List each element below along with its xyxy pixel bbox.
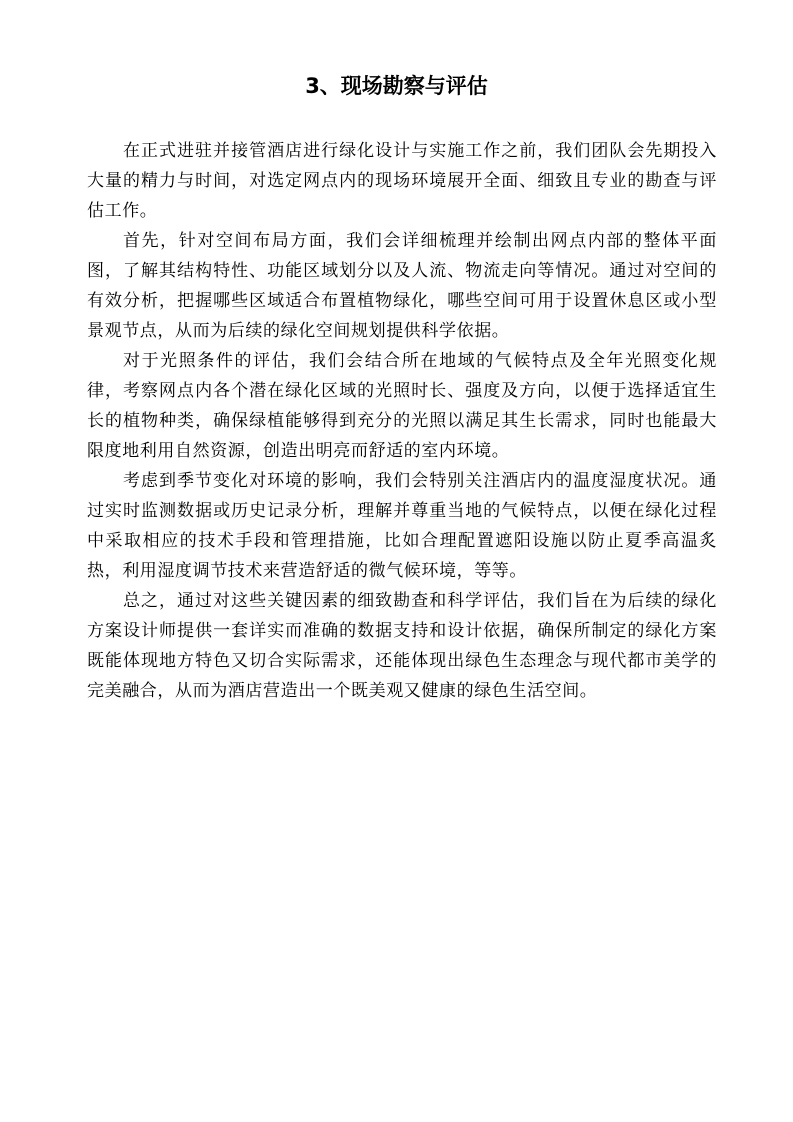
paragraph-conclusion: 总之，通过对这些关键因素的细致勘查和科学评估，我们旨在为后续的绿化方案设计师提供一套详实而准确的数据支持和设计依据，确保所制定的绿化方案既能体现地方特色又切合实际需求，还能体现出绿色生态理念与现代都市美学的完美融合，从而为酒店营造出一个既美观又健康的绿色生活空间。 [87, 591, 717, 701]
paragraph-intro: 在正式进驻并接管酒店进行绿化设计与实施工作之前，我们团队会先期投入大量的精力与时间，对选定网点内的现场环境展开全面、细致且专业的勘查与评估工作。 [87, 141, 717, 221]
paragraph-space-layout: 首先，针对空间布局方面，我们会详细梳理并绘制出网点内部的整体平面图，了解其结构特性、功能区域划分以及人流、物流走向等情况。通过对空间的有效分析，把握哪些区域适合布置植物绿化，哪些空间可用于设置休息区或小型景观节点，从而为后续的绿化空间规划提供科学依据。 [87, 231, 717, 341]
paragraph-climate: 考虑到季节变化对环境的影响，我们会特别关注酒店内的温度湿度状况。通过实时监测数据或历史记录分析，理解并尊重当地的气候特点，以便在绿化过程中采取相应的技术手段和管理措施，比如合理配置遮阳设施以防止夏季高温炙热，利用湿度调节技术来营造舒适的微气候环境，等等。 [87, 471, 717, 581]
paragraph-lighting: 对于光照条件的评估，我们会结合所在地域的气候特点及全年光照变化规律，考察网点内各个潜在绿化区域的光照时长、强度及方向，以便于选择适宜生长的植物种类，确保绿植能够得到充分的光照以满足其生长需求，同时也能最大限度地利用自然资源，创造出明亮而舒适的室内环境。 [87, 351, 717, 461]
section-title: 3、现场勘察与评估 [305, 74, 488, 98]
body-text [87, 136, 717, 706]
